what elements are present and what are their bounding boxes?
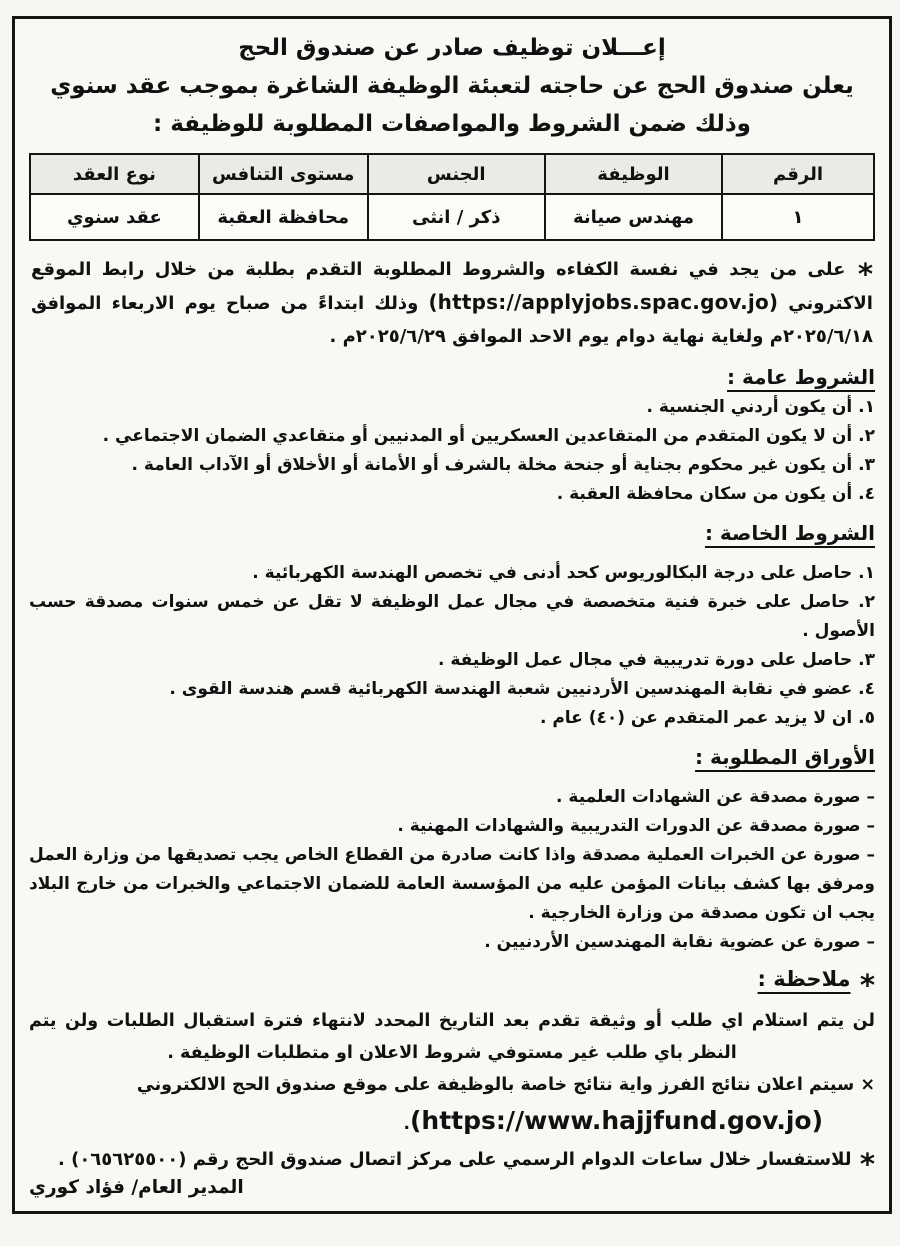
instructions-text-before-url: على من يجد في نفسة الكفاءه والشروط المطلوبة التقدم بطلبة من خلال رابط الموقع الاكتروني <box>31 259 873 314</box>
inquiry-line: * للاستفسار خلال ساعات الدوام الرسمي على مركز اتصال صندوق الحج رقم (٠٦٥٦٢٥٥٠٠) . <box>57 1147 875 1181</box>
col-header-number: الرقم <box>722 154 874 194</box>
note-heading: * ملاحظة : <box>757 967 875 1002</box>
required-document-item: – صورة مصدقة عن الدورات التدريبية والشهادات المهنية . <box>397 816 875 836</box>
general-condition-item: ٣. أن يكون غير محكوم بجناية أو جنحة مخلة بالشرف أو الأمانة أو الأخلاق أو الآداب العامة . <box>131 455 875 475</box>
special-condition-item: ٤. عضو في نقابة المهندسين الأردنيين شعبة الهندسة الكهربائية قسم هندسة القوى . <box>169 679 875 699</box>
announcement-header <box>29 25 875 143</box>
general-manager-signature: المدير العام/ فؤاد كوري <box>29 1177 244 1198</box>
vacancy-table-header-row <box>30 154 874 194</box>
cell-position: مهندس صيانة <box>545 194 722 240</box>
col-header-competition-level: مستوى التنافس <box>199 154 368 194</box>
cell-gender: ذكر / انثى <box>368 194 545 240</box>
fund-website-url: (https://www.hajjfund.gov.jo) <box>409 1106 823 1135</box>
cell-competition-level: محافظة العقبة <box>199 194 368 240</box>
special-conditions-list <box>29 559 875 733</box>
announcement-title: إعـــلان توظيف صادر عن صندوق الحج <box>238 35 666 61</box>
announcement-border-box <box>12 16 892 1214</box>
special-conditions-heading: الشروط الخاصة : <box>704 521 875 545</box>
note-paragraph: لن يتم استلام اي طلب أو وثيقة تقدم بعد التاريخ المحدد لانتهاء فترة استقبال الطلبات ولن يتم النظر باي طلب غير مستوفي شروط الاعلان او متطلبات الوظيفة . <box>29 1011 875 1063</box>
results-announcement-line: × سيتم اعلان نتائج الفرز واية نتائج خاصة بالوظيفة على موقع صندوق الحج الالكتروني <box>136 1075 875 1095</box>
special-condition-item: ٣. حاصل على دورة تدريبية في مجال عمل الوظيفة . <box>437 650 875 670</box>
general-condition-item: ٤. أن يكون من سكان محافظة العقبة . <box>556 484 875 504</box>
cell-number: ١ <box>722 194 874 240</box>
required-document-item: – صورة مصدقة عن الشهادات العلمية . <box>556 787 875 807</box>
general-conditions-list <box>29 393 875 509</box>
required-document-item: – صورة عن عضوية نقابة المهندسين الأردنيين . <box>484 932 875 952</box>
website-period: . <box>403 1114 410 1134</box>
col-header-contract-type: نوع العقد <box>30 154 199 194</box>
announcement-subtitle: يعلن صندوق الحج عن حاجته لتعبئة الوظيفة الشاغرة بموجب عقد سنوي <box>50 73 854 99</box>
special-condition-item: ٥. ان لا يزيد عمر المتقدم عن (٤٠) عام . <box>539 708 875 728</box>
special-condition-item: ٢. حاصل على خبرة فنية متخصصة في مجال عمل الوظيفة لا تقل عن خمس سنوات مصدقة حسب الأصول . <box>29 592 875 641</box>
general-condition-item: ٢. أن لا يكون المتقدم من المتقاعدين العسكريين أو المدنيين أو متقاعدي الضمان الاجتماعي . <box>102 426 875 446</box>
cross-marker-icon: × <box>860 1075 875 1095</box>
required-document-item: – صورة عن الخبرات العملية مصدقة واذا كانت صادرة من القطاع الخاص يجب تصديقها من وزارة العمل ومرفق بها كشف بيانات المؤمن عليه من المؤسسة العامة للضمان الاجتماعي والخبرات من خارج البلاد يجب ان تكون مصدقة من وزارة الخارجية . <box>29 845 875 923</box>
application-portal-url: (https://applyjobs.spac.gov.jo) <box>428 290 779 314</box>
vacancy-table-row <box>30 194 874 240</box>
application-instructions <box>31 253 873 353</box>
required-documents-list <box>29 783 875 957</box>
vacancy-table <box>29 153 875 241</box>
asterisk-icon: * <box>859 968 875 1002</box>
col-header-gender: الجنس <box>368 154 545 194</box>
col-header-position: الوظيفة <box>545 154 722 194</box>
fund-website-line <box>29 1102 875 1143</box>
asterisk-icon: * <box>859 1147 875 1181</box>
instructions-text-after-url: وذلك ابتداءً من صباح يوم الاربعاء الموافق ٢٠٢٥/٦/١٨م ولغاية نهاية دوام يوم الاحد الموافق ٢٠٢٥/٦/٢٩م . <box>31 293 873 347</box>
special-condition-item: ١. حاصل على درجة البكالوريوس كحد أدنى في تخصص الهندسة الكهربائية . <box>252 563 875 583</box>
asterisk-icon: * <box>857 257 873 291</box>
general-conditions-heading: الشروط عامة : <box>727 365 875 389</box>
general-condition-item: ١. أن يكون أردني الجنسية . <box>646 397 875 417</box>
cell-contract-type: عقد سنوي <box>30 194 199 240</box>
required-documents-heading: الأوراق المطلوبة : <box>695 745 875 769</box>
announcement-subtitle-2: وذلك ضمن الشروط والمواصفات المطلوبة للوظيفة : <box>153 111 751 137</box>
